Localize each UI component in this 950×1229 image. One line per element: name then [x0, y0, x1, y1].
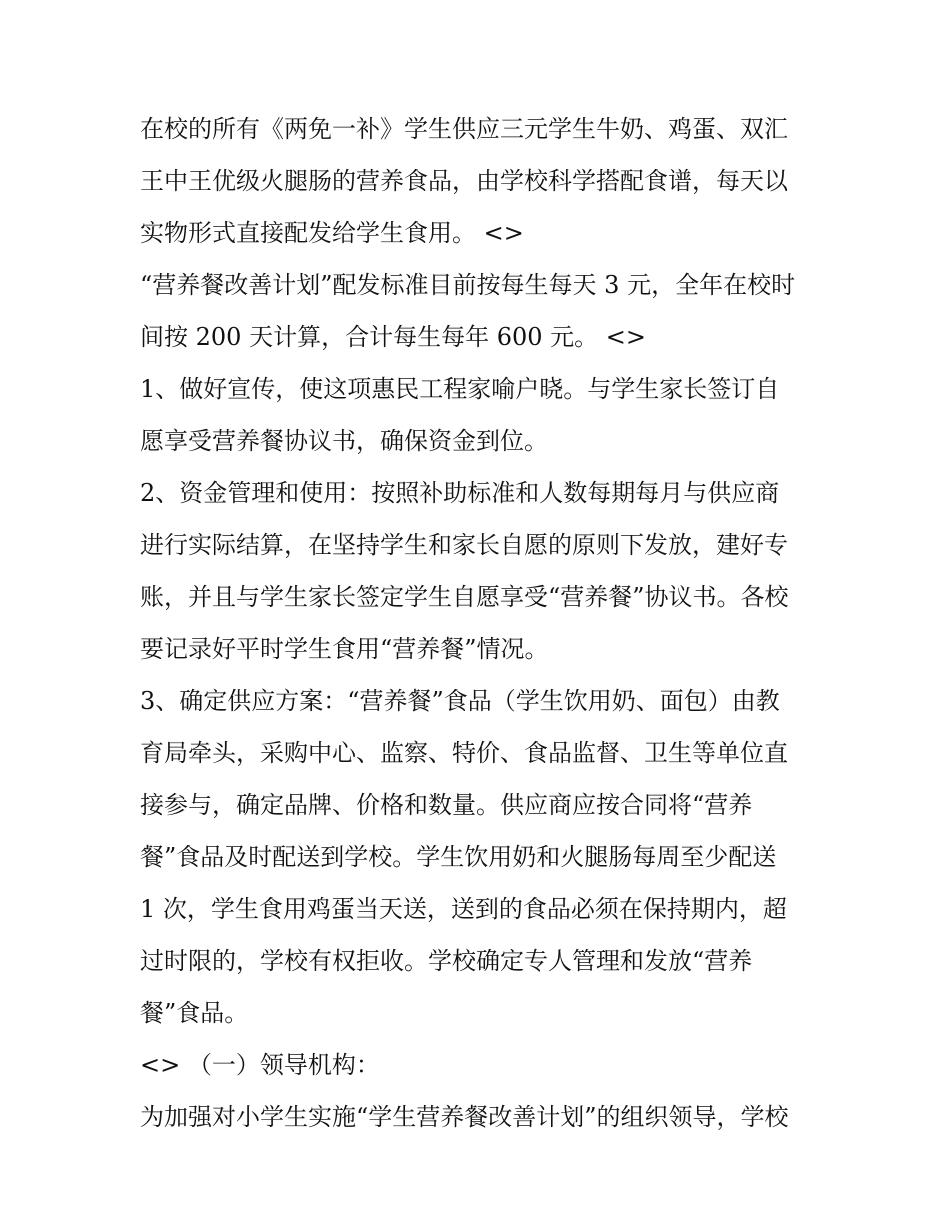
text-line: 1、做好宣传，使这项惠民工程家喻户晓。与学生家长签订自 [140, 375, 780, 403]
text-line: 育局牵头，采购中心、监察、特价、食品监督、卫生等单位直 [140, 739, 788, 767]
text-line: 1 次，学生食用鸡蛋当天送，送到的食品必须在保持期内，超 [140, 895, 787, 923]
text-line: <> （一）领导机构： [140, 1051, 380, 1079]
text-line: 餐”食品。 [140, 999, 249, 1027]
text-line: 餐”食品及时配送到学校。学生饮用奶和火腿肠每周至少配送 [140, 843, 777, 871]
text-line: 账，并且与学生家长签定学生自愿享受“营养餐”协议书。各校 [140, 583, 789, 611]
text-line: 进行实际结算，在坚持学生和家长自愿的原则下发放，建好专 [140, 531, 788, 559]
text-line: 3、确定供应方案：“营养餐”食品（学生饮用奶、面包）由教 [140, 687, 780, 715]
text-line: 接参与，确定品牌、价格和数量。供应商应按合同将“营养 [140, 791, 753, 819]
text-line: 过时限的，学校有权拒收。学校确定专人管理和发放“营养 [140, 947, 753, 975]
text-line: 愿享受营养餐协议书，确保资金到位。 [140, 427, 548, 455]
text-line: 2、资金管理和使用：按照补助标准和人数每期每月与供应商 [140, 479, 780, 507]
text-line: 王中王优级火腿肠的营养食品，由学校科学搭配食谱，每天以 [140, 167, 788, 195]
text-line: 要记录好平时学生食用“营养餐”情况。 [140, 635, 549, 663]
text-line: 在校的所有《两免一补》学生供应三元学生牛奶、鸡蛋、双汇 [140, 115, 788, 143]
text-line: 为加强对小学生实施“学生营养餐改善计划”的组织领导，学校 [140, 1103, 789, 1131]
text-line: 实物形式直接配发给学生食用。 <> [140, 219, 524, 247]
text-line: “营养餐改善计划”配发标准目前按每生每天 3 元，全年在校时 [140, 271, 796, 299]
text-line: 间按 200 天计算，合计每生每年 600 元。 <> [140, 323, 646, 351]
document-body [140, 103, 820, 1143]
